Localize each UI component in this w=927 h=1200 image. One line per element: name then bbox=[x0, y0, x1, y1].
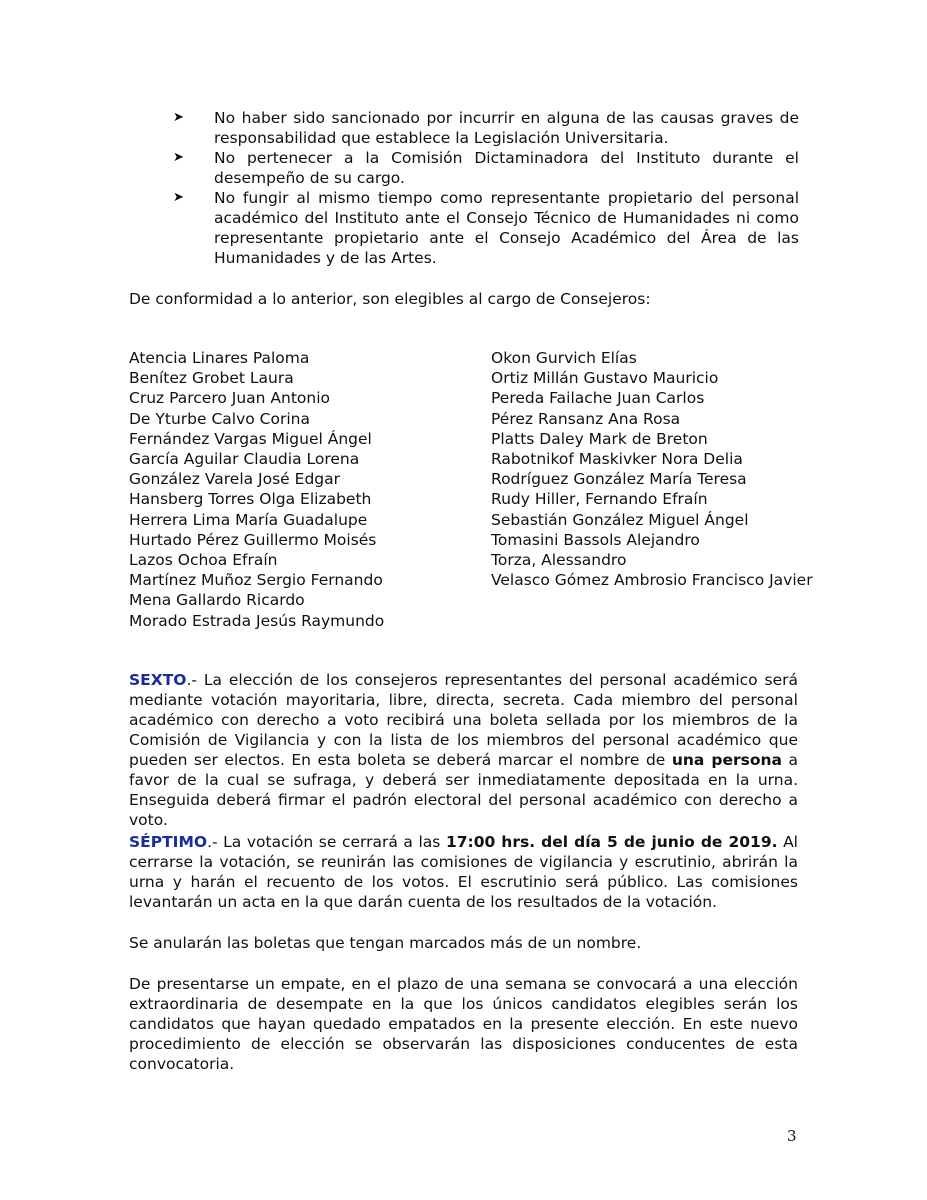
septimo-label: SÉPTIMO bbox=[129, 833, 208, 851]
eligible-name: Pereda Failache Juan Carlos bbox=[491, 389, 705, 408]
arrow-bullet-icon: ➤ bbox=[173, 110, 184, 125]
requirement-item bbox=[173, 148, 799, 188]
requirements-list bbox=[173, 108, 799, 268]
requirement-item bbox=[173, 108, 799, 148]
eligible-name: Cruz Parcero Juan Antonio bbox=[129, 389, 331, 408]
eligible-name: Herrera Lima María Guadalupe bbox=[129, 510, 368, 529]
eligible-name: Rabotnikof Maskivker Nora Delia bbox=[491, 450, 743, 469]
arrow-bullet-icon: ➤ bbox=[173, 150, 184, 165]
eligible-name: Pérez Ransanz Ana Rosa bbox=[491, 409, 681, 428]
tie-paragraph: De presentarse un empate, en el plazo de una semana se convocará a una elección extraordinaria de desempate en la que los únicos candidatos elegibles serán los candidatos que hayan quedado empatados en la presente elección. En este nuevo procedimiento de elección se observarán las disposiciones conducentes de esta convocatoria. bbox=[129, 975, 798, 1073]
eligible-name: Lazos Ochoa Efraín bbox=[129, 551, 278, 570]
requirement-text: No pertenecer a la Comisión Dictaminadora del Instituto durante el desempeño de su cargo. bbox=[214, 149, 799, 187]
sexto-text-a: .- La elección de los consejeros representantes del personal académico será mediante votación mayoritaria, libre, directa, secreta. Cada miembro del personal académico con derecho a voto recibirá una boleta sellada por los miembros de la Comisión de Vigilancia y con la lista de los miembros del personal académico que pueden ser electos. En esta boleta se deberá marcar el nombre de bbox=[129, 671, 798, 769]
sexto-label: SEXTO bbox=[129, 671, 187, 689]
eligible-name: Okon Gurvich Elías bbox=[491, 349, 637, 367]
eligible-name: Morado Estrada Jesús Raymundo bbox=[129, 611, 385, 630]
eligible-name: Atencia Linares Paloma bbox=[129, 349, 310, 367]
page-number: 3 bbox=[787, 1127, 797, 1145]
eligible-intro: De conformidad a lo anterior, son elegibles al cargo de Consejeros: bbox=[129, 290, 651, 308]
septimo-text-a: .- La votación se cerrará a las bbox=[207, 833, 446, 851]
eligible-name: Hansberg Torres Olga Elizabeth bbox=[129, 490, 372, 509]
sexto-bold: una persona bbox=[671, 751, 782, 769]
requirement-text: No fungir al mismo tiempo como representante propietario del personal académico del Instituto ante el Consejo Técnico de Humanidades ni como representante propietario ante el Consejo Académico del Área de las Humanidades y de las Artes. bbox=[214, 189, 799, 267]
eligible-name: González Varela José Edgar bbox=[129, 470, 340, 489]
eligible-name: Platts Daley Mark de Breton bbox=[491, 429, 708, 448]
eligible-name: Rodríguez González María Teresa bbox=[491, 470, 747, 489]
sexto-paragraph bbox=[129, 670, 798, 830]
eligible-name: Hurtado Pérez Guillermo Moisés bbox=[129, 530, 377, 549]
sexto-text-b: a favor de la cual se sufraga, y deberá ser inmediatamente depositada en la urna. Enseguida deberá firmar el padrón electoral del personal académico con derecho a voto. bbox=[129, 751, 798, 829]
eligible-name: De Yturbe Calvo Corina bbox=[129, 409, 310, 428]
eligible-names-left-column bbox=[129, 348, 479, 631]
septimo-paragraph bbox=[129, 832, 798, 912]
annul-paragraph: Se anularán las boletas que tengan marcados más de un nombre. bbox=[129, 934, 642, 952]
septimo-bold: 17:00 hrs. del día 5 de junio de 2019. bbox=[445, 833, 778, 851]
eligible-names-right-column bbox=[491, 348, 811, 590]
eligible-name: Rudy Hiller, Fernando Efraín bbox=[491, 490, 708, 509]
requirement-text: No haber sido sancionado por incurrir en alguna de las causas graves de responsabilidad que establece la Legislación Universitaria. bbox=[214, 109, 799, 147]
requirement-item bbox=[173, 188, 799, 268]
eligible-name: Martínez Muñoz Sergio Fernando bbox=[129, 571, 383, 590]
eligible-name: Velasco Gómez Ambrosio Francisco Javier bbox=[491, 571, 813, 590]
eligible-name: Torza, Alessandro bbox=[491, 551, 627, 570]
septimo-text-b: Al cerrarse la votación, se reunirán las comisiones de vigilancia y escrutinio, abrirán la urna y harán el recuento de los votos. El escrutinio será público. Las comisiones levantarán un acta en la que darán cuenta de los resultados de la votación. bbox=[129, 833, 798, 911]
eligible-name: García Aguilar Claudia Lorena bbox=[129, 450, 360, 469]
eligible-name: Ortiz Millán Gustavo Mauricio bbox=[491, 369, 719, 388]
eligible-name: Fernández Vargas Miguel Ángel bbox=[129, 429, 372, 448]
arrow-bullet-icon: ➤ bbox=[173, 190, 184, 205]
eligible-name: Tomasini Bassols Alejandro bbox=[491, 530, 700, 549]
eligible-name: Mena Gallardo Ricardo bbox=[129, 591, 305, 610]
eligible-name: Benítez Grobet Laura bbox=[129, 369, 294, 388]
eligible-name: Sebastián González Miguel Ángel bbox=[491, 510, 749, 529]
